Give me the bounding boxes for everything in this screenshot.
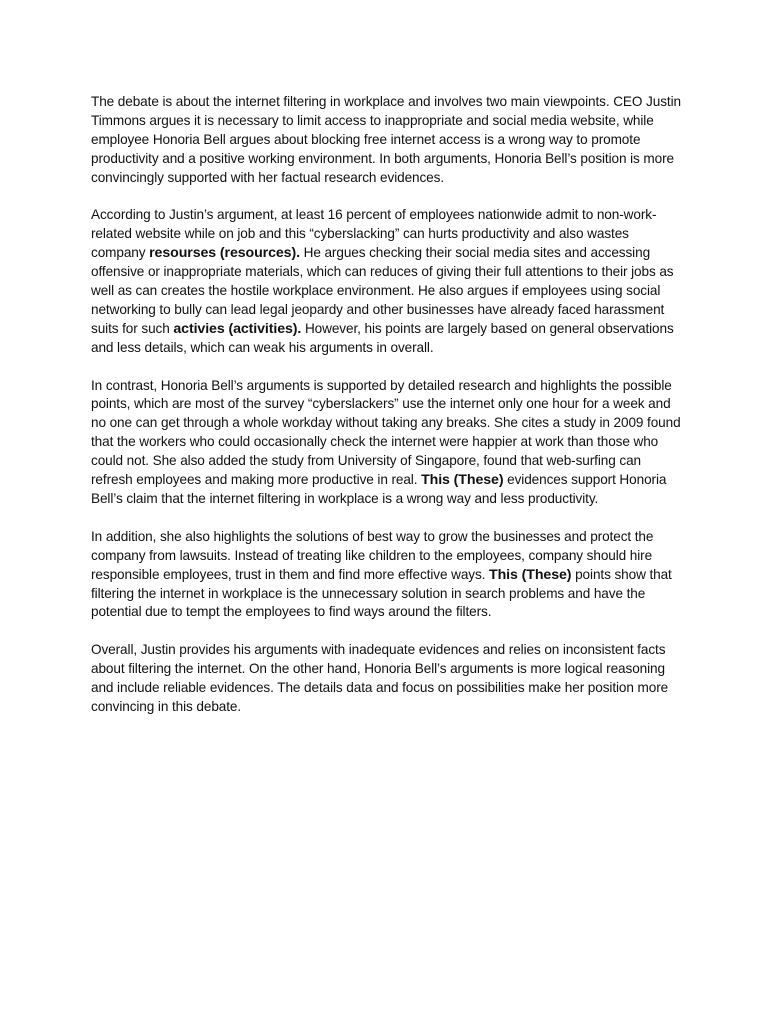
paragraph-honoria-solutions xyxy=(91,528,681,623)
paragraph-text: According to Justin’s argument, at least 16 percent of employees nationwide admit to non-work-related website while on job and this “cyberslacking” can hurts productivity and also wastes company xyxy=(91,207,657,261)
paragraph-text: He argues checking their social media sites and accessing offensive or inappropriate materials, which can reduces of giving their full attentions to their jobs as well as can creates the hostile workplace environment. He also argues if employees using social networking to bully can lead legal jeopardy and other businesses have already faced harassment suits for such xyxy=(91,245,674,336)
paragraph-text: The debate is about the internet filtering in workplace and involves two main viewpoints. CEO Justin Timmons argues it is necessary to limit access to inappropriate and social media website, while employee Honoria Bell argues about blocking free internet access is a wrong way to promote productivity and a positive working environment. In both arguments, Honoria Bell’s position is more convincingly supported with her factual research evidences. xyxy=(91,94,681,185)
correction-these: This (These) xyxy=(421,472,504,489)
paragraph-introduction xyxy=(91,93,681,188)
essay-body xyxy=(91,93,681,736)
correction-resources: resourses (resources). xyxy=(149,245,300,262)
correction-activities: activies (activities). xyxy=(173,320,302,337)
paragraph-text: Overall, Justin provides his arguments with inadequate evidences and relies on inconsistent facts about filtering the internet. On the other hand, Honoria Bell’s arguments is more logical reasoning and include reliable evidences. The details data and focus on possibilities make her position more convincing in this debate. xyxy=(91,642,669,714)
paragraph-text: However, his points are largely based on general observations and less details, which can weak his arguments in overall. xyxy=(91,320,674,355)
paragraph-text: In addition, she also highlights the solutions of best way to grow the businesses and protect the company from lawsuits. Instead of treating like children to the employees, company should hire responsible employees, trust in them and find more effective ways. xyxy=(91,528,654,582)
paragraph-text: evidences support Honoria Bell’s claim that the internet filtering in workplace is a wrong way and less productivity. xyxy=(91,472,667,506)
paragraph-text: points show that filtering the internet in workplace is the unnecessary solution in search problems and have the potential due to tempt the employees to find ways around the filters. xyxy=(91,566,672,620)
correction-these: This (These) xyxy=(489,566,572,583)
paragraph-text: In contrast, Honoria Bell’s arguments is supported by detailed research and highlights the possible points, which are most of the survey “cyberslackers” use the internet only one hour for a week and no one can get through a whole workday without taking any breaks. She cites a study in 2009 found that the workers who could occasionally check the internet were happier at work than those who could not. She also added the study from University of Singapore, found that web-surfing can refresh employees and making more productive in real. xyxy=(91,377,681,488)
paragraph-justin-argument xyxy=(91,206,681,357)
paragraph-conclusion xyxy=(91,641,681,717)
paragraph-honoria-research xyxy=(91,377,681,509)
